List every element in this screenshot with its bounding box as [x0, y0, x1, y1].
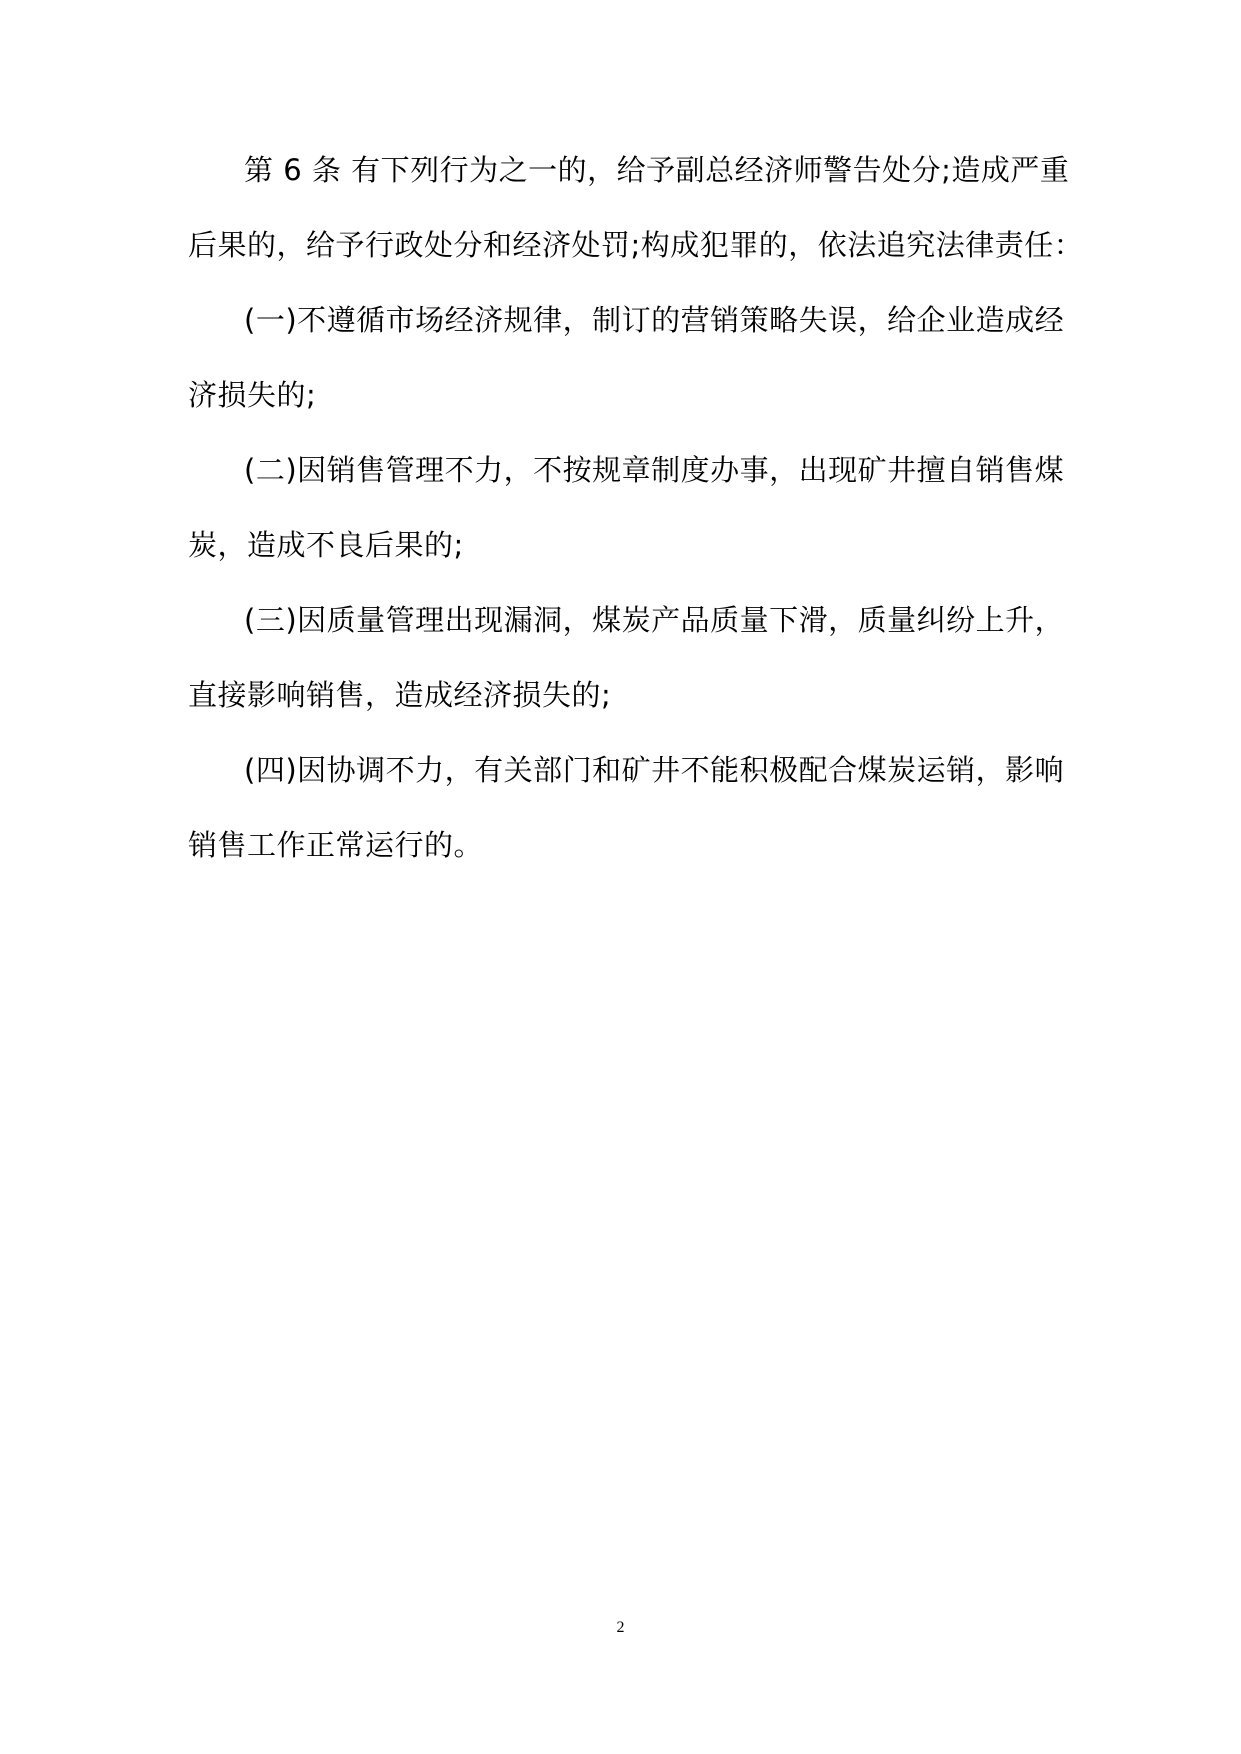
- item-3-line-2: 直接影响销售，造成经济损失的;: [188, 678, 612, 712]
- item-4-line-1: (四)因协调不力，有关部门和矿井不能积极配合煤炭运销，影响: [244, 753, 1065, 787]
- article-6-intro-line-1: 第 6 条 有下列行为之一的，给予副总经济师警告处分;造成严重: [244, 153, 1070, 187]
- item-4-line-2: 销售工作正常运行的。: [188, 828, 484, 862]
- item-3-line-1: (三)因质量管理出现漏洞，煤炭产品质量下滑，质量纠纷上升，: [244, 603, 1065, 637]
- item-1-line-1: (一)不遵循市场经济规律，制订的营销策略失误，给企业造成经: [244, 303, 1065, 337]
- item-1-line-2: 济损失的;: [188, 378, 317, 412]
- item-2-line-2: 炭，造成不良后果的;: [188, 528, 464, 562]
- page-number: 2: [616, 1619, 625, 1636]
- item-2-line-1: (二)因销售管理不力，不按规章制度办事，出现矿井擅自销售煤: [244, 453, 1065, 487]
- article-6-intro-line-2: 后果的，给予行政处分和经济处罚;构成犯罪的，依法追究法律责任：: [188, 228, 1084, 262]
